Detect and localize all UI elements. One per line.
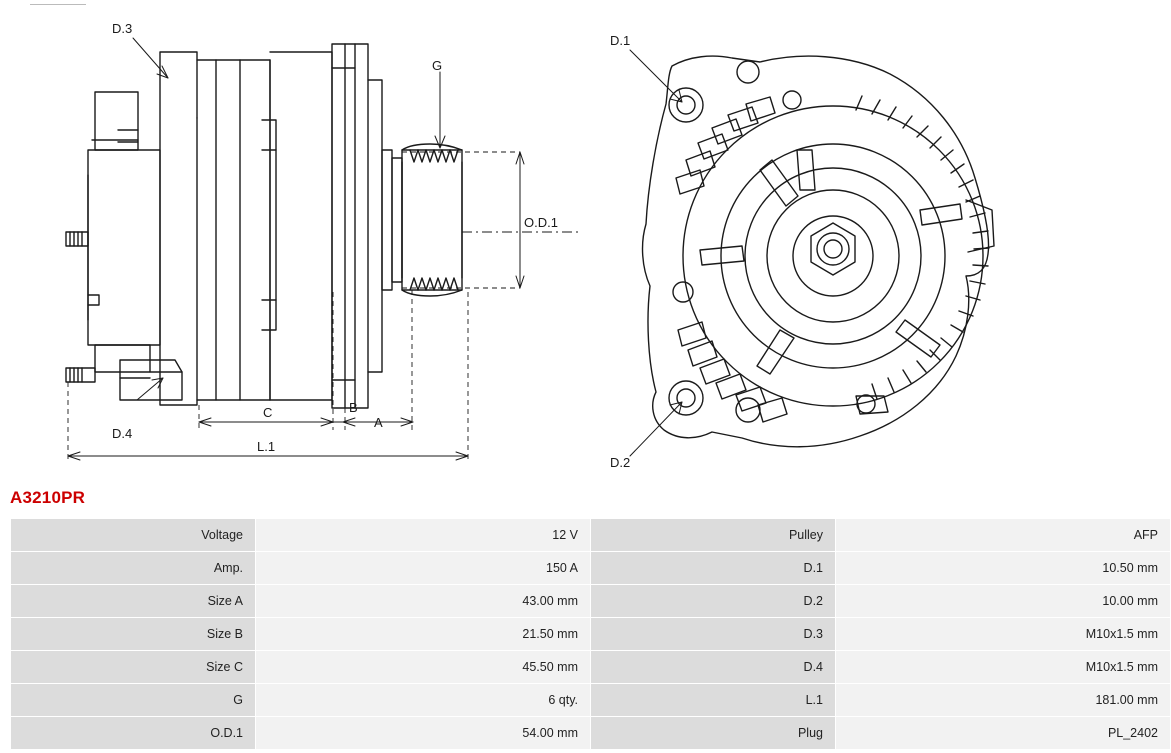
spec-value-pulley: AFP [836,519,1171,552]
spec-label-l1: L.1 [591,684,836,717]
table-row [11,585,1171,618]
spec-label-d1: D.1 [591,552,836,585]
spec-value-d3: M10x1.5 mm [836,618,1171,651]
table-row [11,519,1171,552]
spec-value-size-b: 21.50 mm [256,618,591,651]
callout-l1-label: L.1 [257,439,276,454]
table-row [11,618,1171,651]
spec-value-d4: M10x1.5 mm [836,651,1171,684]
callout-d1-label: D.1 [610,33,631,48]
spec-label-d3: D.3 [591,618,836,651]
spec-label-od1: O.D.1 [11,717,256,750]
spec-value-voltage: 12 V [256,519,591,552]
specifications-table [10,518,1171,750]
callout-d2-label: D.2 [610,455,631,470]
spec-value-od1: 54.00 mm [256,717,591,750]
callout-od1-label: O.D.1 [524,215,558,230]
spec-label-g: G [11,684,256,717]
callout-d4-label: D.4 [112,426,133,441]
spec-value-d2: 10.00 mm [836,585,1171,618]
spec-value-size-a: 43.00 mm [256,585,591,618]
part-number-title: A3210PR [10,488,86,507]
spec-label-size-c: Size C [11,651,256,684]
callout-b-label: B [349,400,358,415]
spec-label-pulley: Pulley [591,519,836,552]
callout-g-label: G [432,58,443,73]
spec-label-amp: Amp. [11,552,256,585]
spec-label-size-b: Size B [11,618,256,651]
spec-value-l1: 181.00 mm [836,684,1171,717]
table-row [11,717,1171,750]
table-row [11,651,1171,684]
callout-d3-label: D.3 [112,21,133,36]
callout-a-label: A [374,415,383,430]
table-row [11,684,1171,717]
spec-label-plug: Plug [591,717,836,750]
spec-label-d4: D.4 [591,651,836,684]
spec-value-amp: 150 A [256,552,591,585]
spec-value-d1: 10.50 mm [836,552,1171,585]
spec-label-voltage: Voltage [11,519,256,552]
table-row [11,552,1171,585]
spec-label-size-a: Size A [11,585,256,618]
spec-value-plug: PL_2402 [836,717,1171,750]
spec-value-size-c: 45.50 mm [256,651,591,684]
callout-c-label: C [263,405,273,420]
spec-label-d2: D.2 [591,585,836,618]
spec-value-g: 6 qty. [256,684,591,717]
